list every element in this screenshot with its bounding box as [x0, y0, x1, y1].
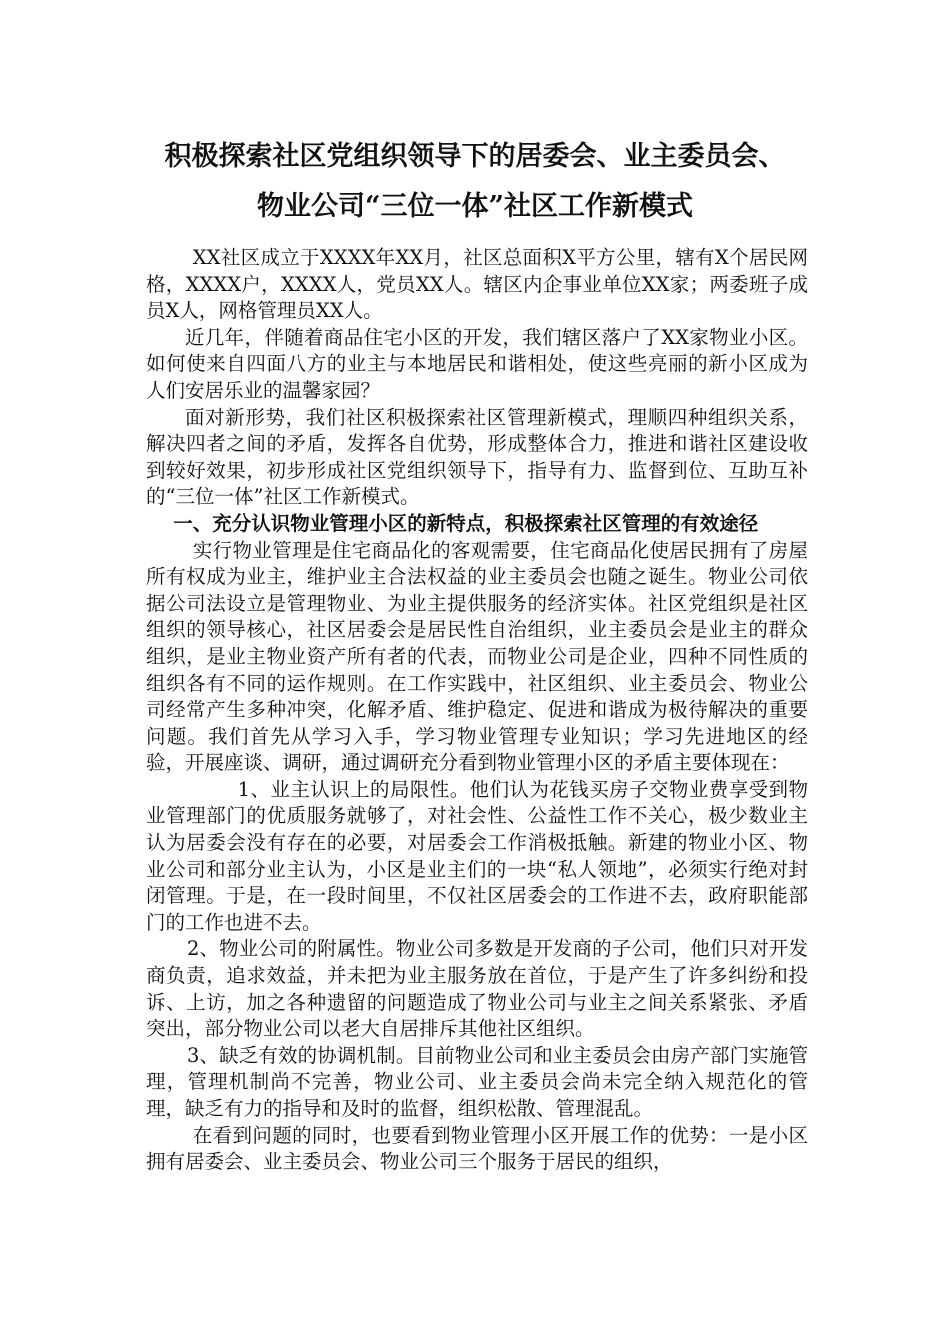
paragraph-point-2: 2、物业公司的附属性。物业公司多数是开发商的子公司，他们只对开发商负责，追求效益，并未把为业主服务放在首位，于是产生了许多纠纷和投诉、上访，加之各种遗留的问题造成了物业公司与业主之间关系紧张、矛盾突出，部分物业公司以老大自居排斥其他社区组织。 [146, 937, 808, 1041]
paragraph-advantages: 在看到问题的同时，也要看到物业管理小区开展工作的优势：一是小区拥有居委会、业主委员会、物业公司三个服务于居民的组织， [146, 1123, 808, 1174]
section-heading-1: 一、充分认识物业管理小区的新特点，积极探索社区管理的有效途径 [173, 511, 759, 535]
document-title-line-2: 物业公司“三位一体”社区工作新模式 [256, 191, 694, 222]
paragraph-property-management: 实行物业管理是住宅商品化的客观需要，住宅商品化使居民拥有了房屋所有权成为业主，维护业主合法权益的业主委员会也随之诞生。物业公司依据公司法设立是管理物业、为业主提供服务的经济实体。社区党组织是社区组织的领导核心，社区居委会是居民性自治组织，业主委员会是业主的群众组织，是业主物业资产所有者的代表，而物业公司是企业，四种不同性质的组织各有不同的运作规则。在工作实践中，社区组织、业主委员会、物业公司经常产生多种冲突，化解矛盾、维护稳定、促进和谐成为极待解决的重要问题。我们首先从学习入手，学习物业管理专业知识；学习先进地区的经验，开展座谈、调研，通过调研充分看到物业管理小区的矛盾主要体现在： [146, 538, 808, 775]
document-title-line-1: 积极探索社区党组织领导下的居委会、业主委员会、 [164, 141, 786, 172]
paragraph-new-situation: 面对新形势，我们社区积极探索社区管理新模式，理顺四种组织关系，解决四者之间的矛盾，发挥各自优势，形成整体合力，推进和谐社区建设收到较好效果，初步形成社区党组织领导下，指导有力、监督到位、互助互补的“三位一体”社区工作新模式。 [146, 405, 808, 509]
paragraph-point-3: 3、缺乏有效的协调机制。目前物业公司和业主委员会由房产部门实施管理，管理机制尚不完善，物业公司、业主委员会尚未完全纳入规范化的管理，缺乏有力的指导和及时的监督，组织松散、管理混乱。 [146, 1043, 808, 1120]
paragraph-background: 近几年，伴随着商品住宅小区的开发，我们辖区落户了XX家物业小区。如何使来自四面八方的业主与本地居民和谐相处，使这些亮丽的新小区成为人们安居乐业的温馨家园？ [146, 325, 808, 402]
document-body [146, 245, 808, 1176]
paragraph-intro: XX社区成立于XXXX年XX月，社区总面积X平方公里，辖有X个居民网格，XXXX户，XXXX人，党员XX人。辖区内企事业单位XX家；两委班子成员X人，网格管理员XX人。 [146, 246, 808, 323]
paragraph-point-1: 1、业主认识上的局限性。他们认为花钱买房子交物业费享受到物业管理部门的优质服务就够了，对社会性、公益性工作不关心，极少数业主认为居委会没有存在的必要，对居委会工作消极抵触。新建的物业小区、物业公司和部分业主认为，小区是业主们的一块“私人领地”，必须实行绝对封闭管理。于是，在一段时间里，不仅社区居委会的工作进不去，政府职能部门的工作也进不去。 [146, 777, 808, 934]
